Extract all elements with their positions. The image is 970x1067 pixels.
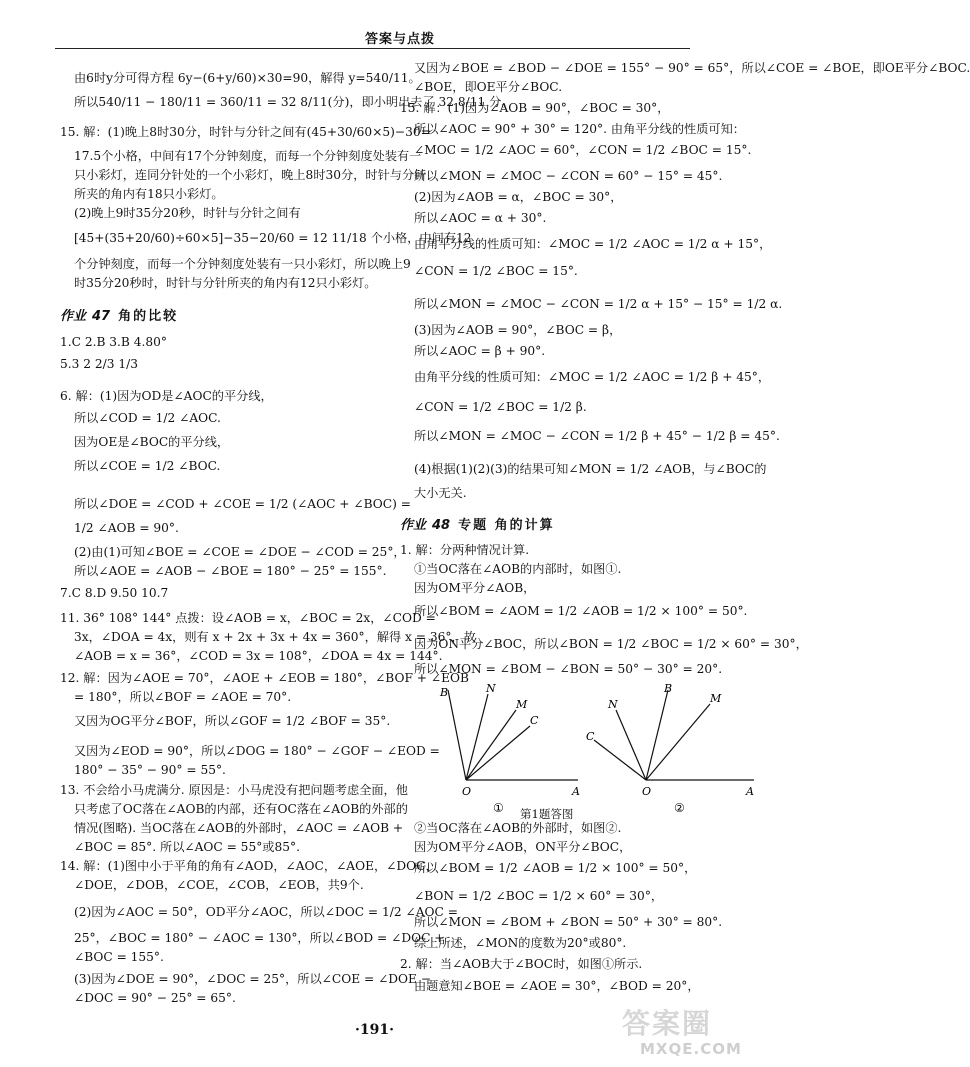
text-line: 所以∠AOE = ∠AOB − ∠BOE = 180° − 25° = 155°. xyxy=(74,564,387,578)
text-line: 25°，∠BOC = 180° − ∠AOC = 130°，所以∠BOD = ∠DOC + xyxy=(74,931,445,945)
text-line: 所以∠MON = ∠MOC − ∠CON = 1/2 α + 15° − 15° = 1/2 α. xyxy=(414,297,783,311)
fig1-label-A: A xyxy=(572,785,580,798)
text-line: ∠BOE，即OE平分∠BOC. xyxy=(414,80,563,94)
text-line: ∠BOC = 155°. xyxy=(74,950,164,964)
text-line: (2)因为∠AOB = α，∠BOC = 30°， xyxy=(414,190,623,204)
text-line: (4)根据(1)(2)(3)的结果可知∠MON = 1/2 ∠AOB，与∠BOC的 xyxy=(414,462,767,476)
text-line: 所以∠DOE = ∠COD + ∠COE = 1/2 (∠AOC + ∠BOC) = xyxy=(74,497,411,511)
text-line: 所以∠COE = 1/2 ∠BOC. xyxy=(74,459,221,473)
figure-caption: 第1题答图 xyxy=(520,807,574,821)
text-line: 2. 解：当∠AOB大于∠BOC时，如图①所示. xyxy=(400,957,643,971)
section-number: 48 xyxy=(432,518,451,533)
text-line: 因为ON平分∠BOC，所以∠BON = 1/2 ∠BOC = 1/2 × 60° = 30°， xyxy=(414,637,808,651)
fig1-label-B: B xyxy=(440,686,449,699)
text-line: 所以∠COD = 1/2 ∠AOC. xyxy=(74,411,221,425)
figure-1 xyxy=(439,682,580,815)
text-line: 综上所述，∠MON的度数为20°或80°. xyxy=(414,936,627,950)
text-line: ∠MOC = 1/2 ∠AOC = 60°，∠CON = 1/2 ∠BOC = 15°. xyxy=(414,143,752,157)
text-line: ②当OC落在∠AOB的外部时，如图②. xyxy=(414,821,622,835)
fig1-label-M: M xyxy=(516,698,528,711)
text-line: (2)由(1)可知∠BOE = ∠COE = ∠DOE − ∠COD = 25°， xyxy=(74,545,406,559)
text-line: 所以540/11 − 180/11 = 360/11 = 32 8/11(分)，即小明出去了 32 8/11 分。 xyxy=(74,95,514,109)
header-rule xyxy=(55,48,690,49)
text-line: 因为OM平分∠AOB，ON平分∠BOC， xyxy=(414,840,632,854)
section-title: 角的比较 xyxy=(118,309,179,324)
section-title: 专题 角的计算 xyxy=(458,518,555,533)
text-line: 7.C 8.D 9.50 10.7 xyxy=(60,586,169,600)
fig1-label-O: O xyxy=(462,785,472,798)
text-line: 个分钟刻度，而每一个分钟刻度处装有一只小彩灯，所以晚上9 xyxy=(74,257,411,271)
fig2-label-N: N xyxy=(608,698,618,711)
figure-2 xyxy=(586,682,754,815)
text-line: = 180°，所以∠BOF = ∠AOE = 70°. xyxy=(74,690,292,704)
fig2-label-C: C xyxy=(586,730,595,743)
text-line: [45+(35+20/60)÷60×5]−35−20/60 = 12 11/18 个小格，中间有12 xyxy=(74,231,472,245)
fig2-label-M: M xyxy=(710,692,722,705)
text-line: (3)因为∠DOE = 90°，∠DOC = 25°，所以∠COE = ∠DOE − xyxy=(74,972,432,986)
text-line: 180° − 35° − 90° = 55°. xyxy=(74,763,226,777)
text-line: 由角平分线的性质可知：∠MOC = 1/2 ∠AOC = 1/2 β + 45°， xyxy=(414,370,771,384)
text-line: ∠DOC = 90° − 25° = 65°. xyxy=(74,991,236,1005)
text-line: 所以∠AOC = 90° + 30° = 120°. 由角平分线的性质可知： xyxy=(414,122,745,136)
text-line: 17.5个小格，中间有17个分钟刻度，而每一个分钟刻度处装有一 xyxy=(74,149,422,163)
text-line: ∠BON = 1/2 ∠BOC = 1/2 × 60° = 30°， xyxy=(414,889,664,903)
text-line: 因为OE是∠BOC的平分线， xyxy=(74,435,230,449)
text-line: 14. 解：(1)图中小于平角的角有∠AOD，∠AOC，∠AOE，∠DOC， xyxy=(60,859,438,873)
text-line: (2)晚上9时35分20秒，时针与分针之间有 xyxy=(74,206,301,220)
fig1-label-N: N xyxy=(486,682,496,695)
text-line: 又因为OG平分∠BOF，所以∠GOF = 1/2 ∠BOF = 35°. xyxy=(74,714,391,728)
text-line: 1.C 2.B 3.B 4.80° xyxy=(60,335,167,349)
header-title: 答案与点拨 xyxy=(364,32,435,47)
text-line: ∠BOC = 85°. 所以∠AOC = 55°或85°. xyxy=(74,840,300,854)
angle-figures xyxy=(438,682,758,828)
text-line: 只小彩灯，连同分针处的一个小彩灯，晚上8时30分，时针与分针 xyxy=(74,168,427,182)
text-line: (2)因为∠AOC = 50°，OD平分∠AOC，所以∠DOC = 1/2 ∠AOC = xyxy=(74,905,458,919)
text-line: (3)因为∠AOB = 90°，∠BOC = β， xyxy=(414,323,622,337)
fig2-label-A: A xyxy=(746,785,754,798)
fig1-number: ① xyxy=(493,801,504,815)
text-line: 情况(图略). 当OC落在∠AOB的外部时，∠AOC = ∠AOB + xyxy=(74,821,404,835)
page-number: ·191· xyxy=(355,1022,394,1038)
watermark-logo-text: 答案圈 xyxy=(622,1007,713,1040)
text-line: 所夹的角内有18只小彩灯。 xyxy=(74,187,224,201)
text-line: ①当OC落在∠AOB的内部时，如图①. xyxy=(414,562,622,576)
section-prefix: 作业 xyxy=(400,518,427,533)
section-48-heading xyxy=(400,514,555,533)
text-line: 所以∠MON = ∠MOC − ∠CON = 1/2 β + 45° − 1/2 β = 45°. xyxy=(414,429,780,443)
watermark-url-text: MXQE.COM xyxy=(640,1040,742,1058)
text-line: 5.3 2 2/3 1/3 xyxy=(60,357,138,371)
fig1-label-C: C xyxy=(530,714,539,727)
text-line: 12. 解：因为∠AOE = 70°，∠AOE + ∠EOB = 180°，∠BOF + ∠EOB xyxy=(60,671,469,685)
text-line: 所以∠MON = ∠BOM − ∠BON = 50° − 30° = 20°. xyxy=(414,662,723,676)
text-line: 由6时y分可得方程 6y−(6+y/60)×30=90，解得 y=540/11。 xyxy=(74,71,421,85)
text-line: 所以∠AOC = α + 30°. xyxy=(414,211,547,225)
text-line: 3x，∠DOA = 4x，则有 x + 2x + 3x + 4x = 360°，解得 x = 36°，故 xyxy=(74,630,476,644)
text-line: ∠CON = 1/2 ∠BOC = 15°. xyxy=(414,264,578,278)
fig2-label-O: O xyxy=(642,785,652,798)
text-line: 时35分20秒时，时针与分针所夹的角内有12只小彩灯。 xyxy=(74,276,377,290)
text-line: 只考虑了OC落在∠AOB的内部，还有OC落在∠AOB的外部的 xyxy=(74,802,408,816)
text-line: 所以∠BOM = ∠AOM = 1/2 ∠AOB = 1/2 × 100° = 50°. xyxy=(414,604,748,618)
page-header xyxy=(0,0,750,50)
text-line: 6. 解：(1)因为OD是∠AOC的平分线， xyxy=(60,389,273,403)
text-line: ∠DOE，∠DOB，∠COE，∠COB，∠EOB，共9个. xyxy=(74,878,364,892)
text-line: 11. 36° 108° 144° 点拨：设∠AOB = x，∠BOC = 2x，∠COD = xyxy=(60,611,436,625)
text-line: 大小无关. xyxy=(414,486,467,500)
text-line: 由角平分线的性质可知：∠MOC = 1/2 ∠AOC = 1/2 α + 15°， xyxy=(414,237,772,251)
text-line: ∠AOB = x = 36°，∠COD = 3x = 108°，∠DOA = 4x = 144°. xyxy=(74,649,443,663)
text-line: 所以∠MON = ∠MOC − ∠CON = 60° − 15° = 45°. xyxy=(414,169,723,183)
section-prefix: 作业 xyxy=(60,309,87,324)
text-line: 所以∠BOM = 1/2 ∠AOB = 1/2 × 100° = 50°， xyxy=(414,861,697,875)
section-number: 47 xyxy=(92,309,111,324)
text-line: 又因为∠EOD = 90°，所以∠DOG = 180° − ∠GOF − ∠EOD = xyxy=(74,744,440,758)
fig2-label-B: B xyxy=(664,682,673,695)
text-line: 1/2 ∠AOB = 90°. xyxy=(74,521,179,535)
text-line: 15. 解：(1)晚上8时30分，时针与分针之间有(45+30/60×5)−30= xyxy=(60,125,431,139)
text-line: 1. 解：分两种情况计算. xyxy=(400,543,530,557)
fig2-number: ② xyxy=(674,801,685,815)
text-line: 15. 解：(1)因为∠AOB = 90°，∠BOC = 30°， xyxy=(400,101,670,115)
text-line: 又因为∠BOE = ∠BOD − ∠DOE = 155° − 90° = 65°，所以∠COE = ∠BOE，即OE平分∠BOC. xyxy=(414,61,970,75)
text-line: 所以∠MON = ∠BOM + ∠BON = 50° + 30° = 80°. xyxy=(414,915,723,929)
text-line: 所以∠AOC = β + 90°. xyxy=(414,344,546,358)
text-line: ∠CON = 1/2 ∠BOC = 1/2 β. xyxy=(414,400,587,414)
section-47-heading xyxy=(60,305,178,324)
text-line: 13. 不会给小马虎满分. 原因是：小马虎没有把问题考虑全面，他 xyxy=(60,783,408,797)
text-line: 由题意知∠BOE = ∠AOE = 30°，∠BOD = 20°， xyxy=(414,979,700,993)
text-line: 因为OM平分∠AOB， xyxy=(414,581,536,595)
